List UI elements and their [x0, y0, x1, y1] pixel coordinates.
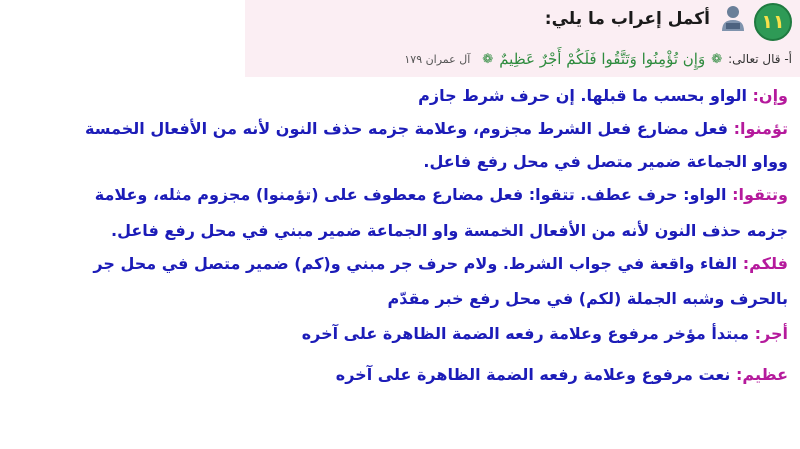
- answer-line: [85, 117, 788, 141]
- answer-line: [388, 287, 788, 311]
- answer-text: بالحرف وشبه الجملة (لكم) في محل رفع خبر مقدّم: [387, 289, 788, 308]
- verse-row: [257, 47, 792, 71]
- answer-term: أجر:: [754, 324, 788, 343]
- verse-reference: آل عمران ١٧٩: [404, 52, 471, 66]
- answer-line: [95, 183, 788, 207]
- answer-term: وإن:: [752, 86, 788, 105]
- answer-line: [423, 150, 788, 174]
- student-icon: [719, 3, 747, 33]
- answer-term: تؤمنوا:: [733, 119, 788, 138]
- verse-intro: أ- قال تعالى:: [728, 52, 792, 66]
- answer-line: [111, 219, 788, 243]
- answer-text: فعل مضارع فعل الشرط مجزوم، وعلامة جزمه حذف النون لأنه من الأفعال الخمسة: [85, 119, 734, 138]
- answer-text: جزمه حذف النون لأنه من الأفعال الخمسة واو الجماعة ضمير مبني في محل رفع فاعل.: [111, 221, 788, 240]
- answer-text: الواو: حرف عطف. تتقوا: فعل مضارع معطوف على (تؤمنوا) مجزوم مثله، وعلامة: [94, 185, 733, 204]
- answer-line: [93, 252, 788, 276]
- answer-text: نعت مرفوع وعلامة رفعه الضمة الظاهرة على آخره: [335, 365, 736, 384]
- answer-line: [336, 363, 788, 387]
- exercise-header: [245, 0, 800, 77]
- answer-term: فلكم:: [742, 254, 788, 273]
- answer-text: مبتدأ مؤخر مرفوع وعلامة رفعه الضمة الظاهرة على آخره: [301, 324, 755, 343]
- exercise-title: أكمل إعراب ما يلي:: [544, 9, 710, 29]
- answer-line: [302, 322, 788, 346]
- exercise-number-badge: ١١: [754, 3, 792, 41]
- ornament-open-icon: ❁: [711, 51, 723, 67]
- answer-term: وتتقوا:: [732, 185, 788, 204]
- ornament-close-icon: ❁: [482, 51, 494, 67]
- answer-text: الفاء واقعة في جواب الشرط. ولام حرف جر مبني و(كم) ضمير متصل في محل جر: [93, 254, 743, 273]
- answer-line: [418, 84, 788, 108]
- quran-verse: وَإِن تُؤْمِنُوا وَتَتَّقُوا فَلَكُمْ أَجْرٌ عَظِيمٌ: [499, 50, 706, 68]
- answer-text: وواو الجماعة ضمير متصل في محل رفع فاعل.: [423, 152, 788, 171]
- answer-term: عظيم:: [736, 365, 788, 384]
- answer-text: الواو بحسب ما قبلها. إن حرف شرط جازم: [418, 86, 753, 105]
